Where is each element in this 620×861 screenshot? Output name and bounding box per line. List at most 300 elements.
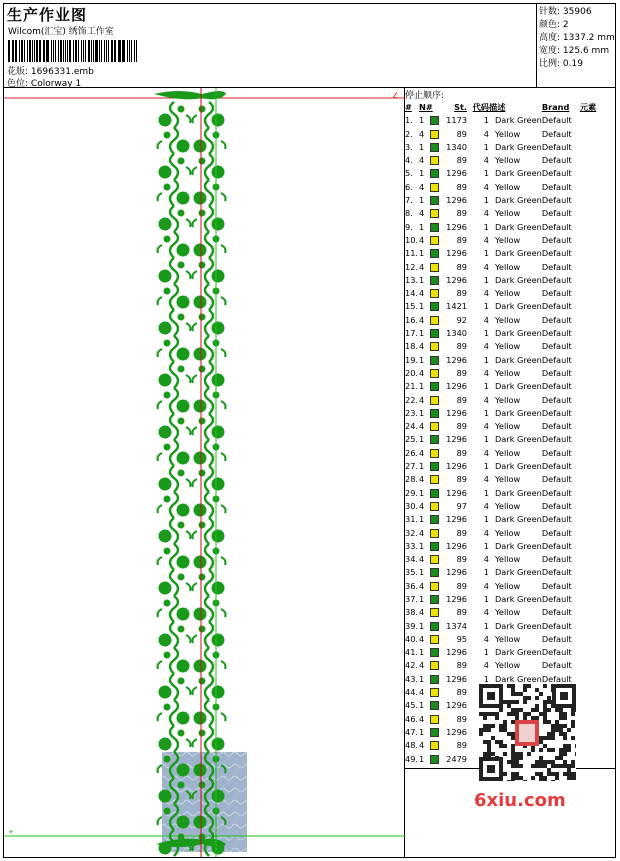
seq-cell: 17.	[405, 328, 419, 339]
brand-cell: Default	[541, 487, 572, 498]
code-cell: 4	[483, 500, 489, 511]
code-cell: 1	[483, 461, 489, 472]
color-swatch	[430, 701, 439, 710]
brand-cell: Default	[541, 434, 572, 445]
stitch-count-cell: 89	[456, 181, 467, 192]
needle-cell: 1	[419, 141, 441, 154]
seq-cell: 2.	[405, 128, 413, 139]
stitch-count-cell: 2479	[446, 753, 467, 764]
code-cell: 1	[483, 381, 489, 392]
element-cell	[580, 420, 602, 433]
table-row	[405, 380, 602, 393]
stitch-count-cell: 89	[456, 234, 467, 245]
code-cell: 4	[483, 421, 489, 432]
brand-cell: Default	[541, 314, 572, 325]
color-swatch	[430, 422, 439, 431]
needle-cell: 4	[419, 420, 441, 433]
table-row	[405, 606, 602, 619]
brand-cell: Default	[541, 248, 572, 259]
code-cell: 4	[483, 181, 489, 192]
table-row	[405, 207, 602, 220]
seq-cell: 1.	[405, 115, 413, 126]
code-cell: 4	[483, 580, 489, 591]
description-cell: Dark Green	[495, 221, 542, 232]
code-cell: 4	[483, 314, 489, 325]
seq-cell: 13.	[405, 274, 419, 285]
table-row	[405, 340, 602, 353]
table-row	[405, 633, 602, 646]
table-row	[405, 540, 602, 553]
brand-cell: Default	[541, 301, 572, 312]
stitch-count-cell: 1296	[446, 461, 467, 472]
brand-cell: Default	[541, 234, 572, 245]
needle-cell: 4	[419, 553, 441, 566]
embroidery-design-image	[4, 88, 405, 857]
description-cell: Yellow	[495, 181, 521, 192]
code-cell: 1	[483, 487, 489, 498]
color-swatch	[430, 116, 439, 125]
code-cell: 1	[483, 328, 489, 339]
seq-cell: 32.	[405, 527, 419, 538]
table-row	[405, 513, 602, 526]
stitch-count-cell: 89	[456, 288, 467, 299]
table-row	[405, 407, 602, 420]
color-swatch	[430, 209, 439, 218]
stitch-count-cell: 1296	[446, 514, 467, 525]
description-cell: Yellow	[495, 367, 521, 378]
needle-cell: 1	[419, 646, 441, 659]
table-row	[405, 167, 602, 180]
description-cell: Yellow	[495, 155, 521, 166]
color-swatch	[430, 396, 439, 405]
stitches-value: 35906	[562, 7, 592, 17]
code-cell: 4	[483, 155, 489, 166]
stitches-line	[539, 6, 615, 19]
table-row	[405, 274, 602, 287]
colors-label: 颜色:	[539, 20, 561, 30]
brand-cell: Default	[541, 461, 572, 472]
stitch-count-cell: 95	[456, 633, 467, 644]
site-watermark: 6xiu.com	[474, 790, 566, 811]
table-row	[405, 580, 602, 593]
description-cell: Dark Green	[495, 487, 542, 498]
seq-cell: 40.	[405, 633, 419, 644]
element-cell	[580, 659, 602, 672]
color-swatch	[430, 675, 439, 684]
color-swatch	[430, 489, 439, 498]
needle-cell: 4	[419, 181, 441, 194]
needle-cell: 1	[419, 167, 441, 180]
brand-cell: Default	[541, 288, 572, 299]
design-file: 1696331.emb	[30, 67, 94, 77]
code-cell: 1	[483, 141, 489, 152]
color-swatch	[430, 289, 439, 298]
brand-cell: Default	[541, 620, 572, 631]
code-cell: 4	[483, 394, 489, 405]
width-value: 125.6 mm	[562, 46, 610, 56]
color-swatch	[430, 515, 439, 524]
height-value: 1337.2 mm	[562, 33, 615, 43]
code-cell: 4	[483, 660, 489, 671]
description-cell: Dark Green	[495, 620, 542, 631]
element-cell	[580, 274, 602, 287]
seq-cell: 39.	[405, 620, 419, 631]
stitch-count-cell: 89	[456, 341, 467, 352]
element-cell	[580, 460, 602, 473]
code-cell: 1	[483, 301, 489, 312]
needle-cell: 4	[419, 447, 441, 460]
code-cell: 4	[483, 367, 489, 378]
brand-cell: Default	[541, 381, 572, 392]
needle-cell: 1	[419, 620, 441, 633]
seq-cell: 47.	[405, 726, 419, 737]
table-row	[405, 261, 602, 274]
stitch-count-cell: 92	[456, 314, 467, 325]
seq-cell: 21.	[405, 381, 419, 392]
element-cell	[580, 181, 602, 194]
code-cell: 4	[483, 474, 489, 485]
needle-cell: 4	[419, 394, 441, 407]
table-row	[405, 367, 602, 380]
seq-cell: 10.	[405, 234, 419, 245]
description-cell: Dark Green	[495, 407, 542, 418]
color-swatch	[430, 249, 439, 258]
element-cell	[580, 713, 602, 726]
code-cell: 1	[483, 514, 489, 525]
code-cell: 1	[483, 248, 489, 259]
stitch-count-cell: 1296	[446, 274, 467, 285]
seq-cell: 45.	[405, 700, 419, 711]
column-header: #	[405, 102, 412, 112]
color-swatch	[430, 635, 439, 644]
table-row	[405, 527, 602, 540]
description-cell: Yellow	[495, 554, 521, 565]
scale-value: 0.19	[562, 59, 583, 69]
needle-cell: 4	[419, 500, 441, 513]
element-cell	[580, 194, 602, 207]
seq-cell: 27.	[405, 461, 419, 472]
description-cell: Yellow	[495, 128, 521, 139]
qr-code-image	[479, 684, 576, 781]
description-cell: Yellow	[495, 314, 521, 325]
needle-cell: 4	[419, 314, 441, 327]
stitch-count-cell: 89	[456, 155, 467, 166]
table-row	[405, 593, 602, 606]
description-cell: Dark Green	[495, 115, 542, 126]
stitch-count-cell: 1296	[446, 673, 467, 684]
element-cell	[580, 433, 602, 446]
seq-cell: 29.	[405, 487, 419, 498]
element-cell	[580, 114, 602, 127]
element-cell	[580, 593, 602, 606]
seq-cell: 6.	[405, 181, 413, 192]
element-cell	[580, 473, 602, 486]
color-swatch	[430, 608, 439, 617]
stitch-count-cell: 89	[456, 713, 467, 724]
code-cell: 1	[483, 407, 489, 418]
description-cell: Dark Green	[495, 168, 542, 179]
element-cell	[580, 354, 602, 367]
brand-cell: Default	[541, 328, 572, 339]
code-cell: 4	[483, 261, 489, 272]
needle-cell: 1	[419, 540, 441, 553]
color-swatch	[430, 183, 439, 192]
brand-cell: Default	[541, 540, 572, 551]
code-cell: 4	[483, 447, 489, 458]
table-row	[405, 420, 602, 433]
stitch-count-cell: 1421	[446, 301, 467, 312]
needle-cell: 1	[419, 247, 441, 260]
brand-cell: Default	[541, 115, 572, 126]
seq-cell: 42.	[405, 660, 419, 671]
code-cell: 4	[483, 208, 489, 219]
needle-cell: 1	[419, 699, 441, 712]
element-cell	[580, 620, 602, 633]
seq-cell: 18.	[405, 341, 419, 352]
code-cell: 1	[483, 593, 489, 604]
needle-cell: 4	[419, 527, 441, 540]
color-swatch	[430, 755, 439, 764]
description-cell: Yellow	[495, 633, 521, 644]
brand-cell: Default	[541, 155, 572, 166]
needle-cell: 4	[419, 234, 441, 247]
vine-motif	[154, 91, 226, 856]
needle-cell: 1	[419, 114, 441, 127]
element-cell	[580, 646, 602, 659]
seq-cell: 23.	[405, 407, 419, 418]
description-cell: Dark Green	[495, 381, 542, 392]
brand-cell: Default	[541, 580, 572, 591]
description-cell: Yellow	[495, 261, 521, 272]
description-cell: Yellow	[495, 234, 521, 245]
table-row	[405, 141, 602, 154]
needle-cell: 4	[419, 128, 441, 141]
color-swatch	[430, 688, 439, 697]
seq-cell: 41.	[405, 647, 419, 658]
element-cell	[580, 300, 602, 313]
table-row	[405, 128, 602, 141]
seq-cell: 49.	[405, 753, 419, 764]
table-row	[405, 646, 602, 659]
description-cell: Yellow	[495, 421, 521, 432]
element-cell	[580, 753, 602, 766]
column-header: 代码	[472, 102, 489, 112]
code-cell: 1	[483, 567, 489, 578]
color-swatch	[430, 502, 439, 511]
description-cell: Dark Green	[495, 141, 542, 152]
needle-cell: 4	[419, 287, 441, 300]
description-cell: Yellow	[495, 474, 521, 485]
code-cell: 1	[483, 115, 489, 126]
stitch-count-cell: 89	[456, 527, 467, 538]
seq-cell: 20.	[405, 367, 419, 378]
table-row	[405, 154, 602, 167]
code-cell: 4	[483, 554, 489, 565]
code-cell: 4	[483, 527, 489, 538]
color-swatch	[430, 342, 439, 351]
stop-sequence-table	[405, 101, 602, 766]
needle-cell: 4	[419, 606, 441, 619]
description-cell: Yellow	[495, 580, 521, 591]
element-cell	[580, 633, 602, 646]
color-swatch	[430, 715, 439, 724]
stitch-count-cell: 1296	[446, 221, 467, 232]
description-cell: Yellow	[495, 394, 521, 405]
seq-cell: 11.	[405, 248, 419, 259]
seq-cell: 8.	[405, 208, 413, 219]
seq-cell: 7.	[405, 195, 413, 206]
element-cell	[580, 167, 602, 180]
code-cell: 1	[483, 647, 489, 658]
brand-cell: Default	[541, 195, 572, 206]
seq-cell: 3.	[405, 141, 413, 152]
table-row	[405, 433, 602, 446]
table-row	[405, 659, 602, 672]
needle-cell: 4	[419, 739, 441, 752]
seq-cell: 19.	[405, 354, 419, 365]
stitch-count-cell: 1296	[446, 168, 467, 179]
color-swatch	[430, 302, 439, 311]
brand-cell: Default	[541, 367, 572, 378]
needle-cell: 1	[419, 274, 441, 287]
height-label: 高度:	[539, 33, 561, 43]
needle-cell: 4	[419, 261, 441, 274]
seq-cell: 24.	[405, 421, 419, 432]
stitch-count-cell: 89	[456, 447, 467, 458]
stitch-count-cell: 1340	[446, 141, 467, 152]
color-swatch	[430, 622, 439, 631]
seq-cell: 37.	[405, 593, 419, 604]
stitch-count-cell: 89	[456, 367, 467, 378]
stitch-count-cell: 97	[456, 500, 467, 511]
scale-line	[539, 58, 615, 71]
element-cell	[580, 154, 602, 167]
description-cell: Yellow	[495, 607, 521, 618]
needle-cell: 4	[419, 633, 441, 646]
needle-cell: 1	[419, 460, 441, 473]
stitch-count-cell: 1374	[446, 620, 467, 631]
code-cell: 1	[483, 620, 489, 631]
color-swatch	[430, 143, 439, 152]
table-row	[405, 287, 602, 300]
height-line	[539, 32, 615, 45]
element-cell	[580, 394, 602, 407]
description-cell: Yellow	[495, 288, 521, 299]
brand-cell: Default	[541, 128, 572, 139]
needle-cell: 4	[419, 686, 441, 699]
table-row	[405, 114, 602, 127]
description-cell: Dark Green	[495, 354, 542, 365]
brand-cell: Default	[541, 168, 572, 179]
table-body	[405, 114, 602, 766]
description-cell: Dark Green	[495, 195, 542, 206]
color-swatch	[430, 130, 439, 139]
color-swatch	[430, 582, 439, 591]
element-cell	[580, 327, 602, 340]
stitch-count-cell: 89	[456, 261, 467, 272]
brand-cell: Default	[541, 474, 572, 485]
width-label: 宽度:	[539, 46, 561, 56]
stitches-label: 针数:	[539, 7, 561, 17]
element-cell	[580, 553, 602, 566]
needle-cell: 1	[419, 407, 441, 420]
seq-cell: 34.	[405, 554, 419, 565]
element-cell	[580, 141, 602, 154]
color-swatch	[430, 449, 439, 458]
stitch-count-cell: 1296	[446, 726, 467, 737]
table-row	[405, 247, 602, 260]
description-cell: Dark Green	[495, 301, 542, 312]
stitch-count-cell: 89	[456, 687, 467, 698]
stitch-count-cell: 89	[456, 660, 467, 671]
stitch-count-cell: 1296	[446, 407, 467, 418]
table-row	[405, 566, 602, 579]
brand-cell: Default	[541, 341, 572, 352]
brand-cell: Default	[541, 394, 572, 405]
description-cell: Dark Green	[495, 540, 542, 551]
table-row	[405, 473, 602, 486]
stitch-count-cell: 1173	[446, 115, 467, 126]
element-cell	[580, 367, 602, 380]
brand-cell: Default	[541, 261, 572, 272]
color-swatch	[430, 263, 439, 272]
design-label: 花版:	[7, 67, 29, 77]
brand-cell: Default	[541, 593, 572, 604]
table-row	[405, 314, 602, 327]
stitch-count-cell: 1296	[446, 540, 467, 551]
element-cell	[580, 527, 602, 540]
needle-cell: 1	[419, 487, 441, 500]
brand-cell: Default	[541, 421, 572, 432]
seq-cell: 9.	[405, 221, 413, 232]
seq-cell: 48.	[405, 740, 419, 751]
code-cell: 4	[483, 341, 489, 352]
color-swatch	[430, 595, 439, 604]
seq-cell: 33.	[405, 540, 419, 551]
table-row	[405, 500, 602, 513]
brand-cell: Default	[541, 208, 572, 219]
stitch-count-cell: 89	[456, 607, 467, 618]
code-cell: 4	[483, 633, 489, 644]
width-line	[539, 45, 615, 58]
element-cell	[580, 221, 602, 234]
needle-cell: 4	[419, 659, 441, 672]
seq-cell: 46.	[405, 713, 419, 724]
brand-cell: Default	[541, 660, 572, 671]
stats-panel	[537, 4, 615, 88]
brand-cell: Default	[541, 514, 572, 525]
element-cell	[580, 407, 602, 420]
stitch-count-cell: 89	[456, 554, 467, 565]
column-header: 描述	[489, 102, 506, 112]
needle-cell: 1	[419, 380, 441, 393]
element-cell	[580, 673, 602, 686]
description-cell: Dark Green	[495, 274, 542, 285]
element-cell	[580, 447, 602, 460]
table-row	[405, 553, 602, 566]
needle-cell: 1	[419, 753, 441, 766]
element-cell	[580, 314, 602, 327]
description-cell: Yellow	[495, 527, 521, 538]
table-row	[405, 487, 602, 500]
stitch-count-cell: 1296	[446, 195, 467, 206]
element-cell	[580, 380, 602, 393]
description-cell: Dark Green	[495, 647, 542, 658]
element-cell	[580, 500, 602, 513]
brand-cell: Default	[541, 500, 572, 511]
seq-cell: 35.	[405, 567, 419, 578]
element-cell	[580, 540, 602, 553]
